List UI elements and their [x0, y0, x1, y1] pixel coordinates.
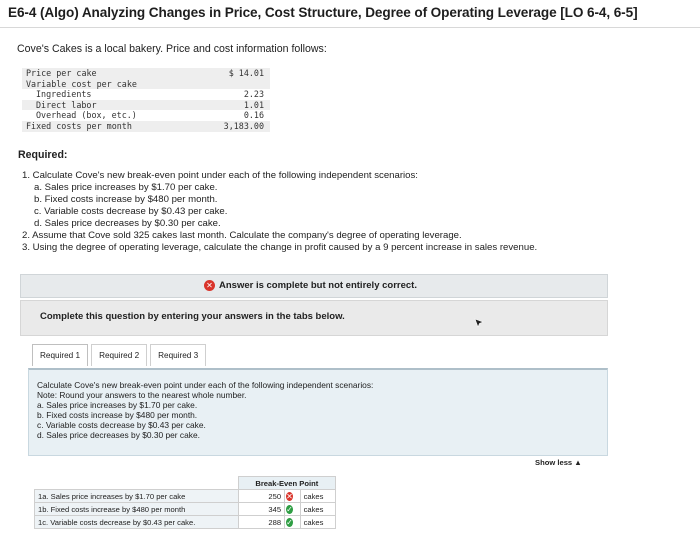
- requirement-line: 2. Assume that Cove sold 325 cakes last month. Calculate the company's degree of operating leverage.: [22, 230, 462, 241]
- break-even-value: 250: [268, 491, 282, 501]
- instruction-line: d. Sales price decreases by $0.30 per cake.: [37, 430, 200, 440]
- break-even-table: [34, 476, 336, 529]
- instruction-line: a. Sales price increases by $1.70 per cake.: [37, 400, 198, 410]
- requirement-line: b. Fixed costs increase by $480 per month.: [34, 194, 218, 205]
- incorrect-icon: ✕: [286, 491, 293, 501]
- unit-label: cakes: [300, 516, 335, 529]
- requirement-line: c. Variable costs decrease by $0.43 per cake.: [34, 206, 228, 217]
- answer-status-text: Answer is complete but not entirely correct.: [219, 280, 417, 291]
- table-row: [35, 490, 336, 503]
- cost-row: [22, 121, 270, 132]
- requirement-line: a. Sales price increases by $1.70 per cake.: [34, 182, 218, 193]
- cost-row: [22, 89, 270, 100]
- required-tabs: [32, 344, 209, 366]
- show-less-link[interactable]: Show less ▲: [535, 458, 582, 467]
- intro-text: Cove's Cakes is a local bakery. Price and cost information follows:: [17, 43, 327, 55]
- table-header-blank: [35, 477, 239, 490]
- cost-label: Direct labor: [36, 99, 97, 110]
- scenario-label: 1b. Fixed costs increase by $480 per month: [35, 503, 239, 516]
- page-title: E6-4 (Algo) Analyzing Changes in Price, Cost Structure, Degree of Operating Leverage [LO 6-4, 6-5]: [8, 5, 638, 20]
- cost-table: [22, 68, 270, 132]
- cost-label: Fixed costs per month: [26, 120, 132, 131]
- unit-label: cakes: [300, 490, 335, 503]
- x-circle-icon: ✕: [204, 280, 215, 291]
- scenario-label: 1a. Sales price increases by $1.70 per cake: [35, 490, 239, 503]
- table-row: [35, 516, 336, 529]
- cost-value: 0.16: [243, 110, 264, 121]
- tab-required-3[interactable]: Required 3: [150, 344, 206, 366]
- cost-label: Overhead (box, etc.): [36, 110, 137, 121]
- answer-mark: [285, 503, 300, 516]
- required-heading: Required:: [18, 149, 68, 161]
- cost-value: $ 14.01: [228, 68, 264, 78]
- answer-mark: [285, 490, 300, 503]
- cost-label: Variable cost per cake: [26, 78, 137, 89]
- requirement-line: d. Sales price decreases by $0.30 per cake.: [34, 218, 221, 229]
- instruction-line: c. Variable costs decrease by $0.43 per cake.: [37, 420, 206, 430]
- cost-label: Price per cake: [26, 68, 97, 78]
- answer-mark: [285, 516, 300, 529]
- complete-prompt: Complete this question by entering your answers in the tabs below.: [40, 311, 345, 322]
- break-even-input[interactable]: [238, 516, 284, 529]
- break-even-value: 288: [268, 517, 282, 527]
- cost-label: Ingredients: [36, 89, 92, 100]
- table-row: [35, 503, 336, 516]
- break-even-header: Break-Even Point: [238, 477, 335, 490]
- cost-value: 2.23: [243, 89, 264, 100]
- answer-status-banner: [20, 274, 608, 298]
- mouse-cursor-icon: [474, 318, 484, 328]
- instructions-panel: [20, 300, 608, 336]
- cost-row: [22, 68, 270, 79]
- tab-required-2[interactable]: Required 2: [91, 344, 147, 366]
- correct-check-icon: ✓: [286, 517, 293, 527]
- break-even-input[interactable]: [238, 490, 284, 503]
- tab-instructions: [28, 368, 608, 456]
- cost-row: [22, 100, 270, 111]
- scenario-label: 1c. Variable costs decrease by $0.43 per cake.: [35, 516, 239, 529]
- title-divider: [0, 27, 700, 28]
- cost-value: 3,183.00: [223, 120, 264, 131]
- instruction-line: b. Fixed costs increase by $480 per month.: [37, 410, 198, 420]
- table-header-row: [35, 477, 336, 490]
- unit-label: cakes: [300, 503, 335, 516]
- correct-check-icon: ✓: [286, 504, 293, 514]
- cost-row: [22, 110, 270, 121]
- break-even-value: 345: [268, 504, 282, 514]
- requirement-line: 3. Using the degree of operating leverage, calculate the change in profit caused by a 9 percent increase in sales revenue.: [22, 242, 538, 253]
- instruction-line: Calculate Cove's new break-even point under each of the following independent scenarios:: [37, 380, 374, 390]
- break-even-input[interactable]: [238, 503, 284, 516]
- instruction-line: Note: Round your answers to the nearest whole number.: [37, 390, 247, 400]
- requirement-line: 1. Calculate Cove's new break-even point under each of the following independent scenarios:: [22, 170, 418, 181]
- answer-status: [204, 280, 417, 291]
- cost-row: [22, 79, 270, 90]
- tab-required-1[interactable]: Required 1: [32, 344, 88, 366]
- cost-value: 1.01: [243, 99, 264, 110]
